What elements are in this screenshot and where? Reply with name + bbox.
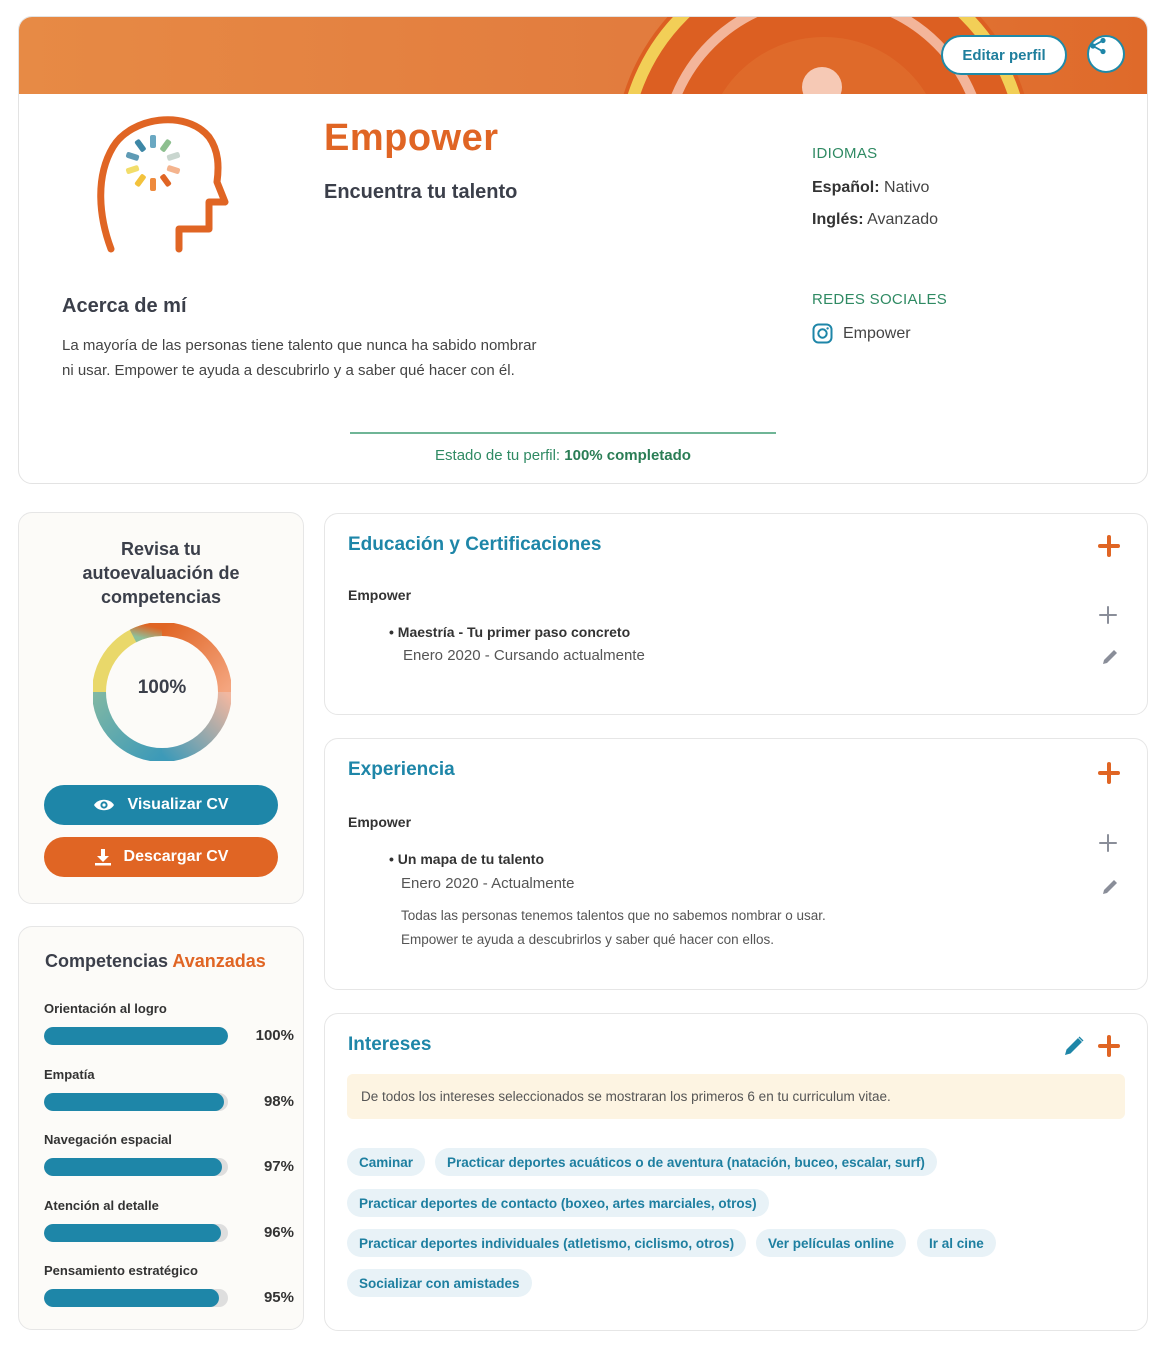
competency-bar bbox=[44, 1093, 228, 1111]
language-level: Avanzado bbox=[867, 211, 938, 228]
competency-name: Empatía bbox=[44, 1066, 95, 1082]
education-entry-title: • Maestría - Tu primer paso concreto bbox=[389, 624, 631, 640]
interest-chip[interactable]: Caminar bbox=[347, 1148, 425, 1176]
interest-chip[interactable]: Practicar deportes acuáticos o de aventura (natación, buceo, escalar, surf) bbox=[435, 1148, 937, 1176]
competency-name: Orientación al logro bbox=[44, 1001, 167, 1016]
experience-title: Experiencia bbox=[348, 759, 455, 780]
competency-bar-fill bbox=[44, 1289, 219, 1307]
add-interest-button[interactable] bbox=[1097, 1034, 1121, 1058]
language-name: Inglés bbox=[812, 211, 859, 228]
competencies-title-main: Competencias bbox=[45, 951, 169, 971]
language-item: Español: Nativo bbox=[812, 179, 930, 196]
status-prefix: Estado de tu perfil: bbox=[435, 447, 561, 464]
profile-banner bbox=[19, 17, 1147, 94]
education-org: Empower bbox=[348, 587, 412, 603]
profile-status-bar bbox=[350, 432, 776, 434]
experience-desc-line: Empower te ayuda a descubrirlos y saber qué hacer con ellos. bbox=[401, 932, 774, 947]
language-item: Inglés: Avanzado bbox=[812, 211, 938, 228]
self-assessment-title: Revisa tu autoevaluación de competencias bbox=[82, 539, 240, 607]
assessment-percent: 100% bbox=[137, 677, 187, 698]
profile-status bbox=[350, 447, 776, 464]
self-assessment-card bbox=[18, 512, 304, 904]
competency-row bbox=[44, 1263, 294, 1306]
interests-title: Intereses bbox=[348, 1034, 432, 1055]
social-label: Empower bbox=[843, 324, 911, 342]
instagram-icon bbox=[812, 323, 833, 344]
share-button[interactable] bbox=[1087, 35, 1125, 73]
empower-logo bbox=[91, 107, 231, 257]
competency-row bbox=[44, 1066, 294, 1110]
competencies-card bbox=[18, 926, 304, 1330]
competency-bar-fill bbox=[44, 1027, 228, 1045]
interest-chip[interactable]: Practicar deportes de contacto (boxeo, artes marciales, otros) bbox=[347, 1189, 769, 1217]
competency-name: Navegación espacial bbox=[44, 1132, 172, 1147]
add-education-button[interactable] bbox=[1097, 534, 1121, 558]
experience-entry-title: • Un mapa de tu talento bbox=[389, 851, 545, 867]
experience-desc-line: Todas las personas tenemos talentos que no sabemos nombrar o usar. bbox=[401, 908, 826, 923]
competency-row bbox=[44, 1001, 294, 1044]
interest-chip[interactable]: Ver películas online bbox=[756, 1229, 906, 1257]
competency-bar bbox=[44, 1289, 228, 1307]
competency-bar bbox=[44, 1027, 228, 1045]
interest-chip[interactable]: Practicar deportes individuales (atletismo, ciclismo, otros) bbox=[347, 1229, 746, 1257]
experience-entry-date: Enero 2020 - Actualmente bbox=[401, 875, 575, 892]
add-experience-entry-button[interactable] bbox=[1098, 833, 1118, 853]
competency-percent: 96% bbox=[263, 1223, 294, 1241]
download-cv-button[interactable] bbox=[44, 837, 278, 877]
edit-experience-pencil-icon[interactable] bbox=[1100, 877, 1120, 897]
about-text: La mayoría de las personas tiene talento que nunca ha sabido nombrar ni usar. Empower te ayuda a descubrirlo y a saber qué hacer con él. bbox=[62, 337, 537, 379]
competency-row bbox=[44, 1132, 294, 1175]
eye-icon bbox=[93, 798, 115, 812]
add-experience-button[interactable] bbox=[1097, 761, 1121, 785]
competency-bar-fill bbox=[44, 1224, 221, 1242]
profile-card bbox=[18, 16, 1148, 484]
education-title: Educación y Certificaciones bbox=[348, 534, 602, 555]
experience-org: Empower bbox=[348, 814, 412, 830]
brand-tagline: Encuentra tu talento bbox=[324, 181, 518, 203]
competencies-title bbox=[45, 951, 266, 972]
competency-bar bbox=[44, 1224, 228, 1242]
competency-row bbox=[44, 1197, 294, 1241]
edit-interests-pencil-icon[interactable] bbox=[1062, 1034, 1086, 1058]
interest-chip[interactable]: Socializar con amistades bbox=[347, 1269, 532, 1297]
edit-profile-button[interactable]: Editar perfil bbox=[941, 35, 1067, 75]
competency-percent: 100% bbox=[255, 1027, 294, 1044]
view-cv-label: Visualizar CV bbox=[127, 796, 229, 813]
competency-percent: 95% bbox=[263, 1289, 294, 1306]
status-value: 100% completado bbox=[564, 447, 691, 464]
competency-bar bbox=[44, 1158, 228, 1176]
competency-name: Atención al detalle bbox=[44, 1197, 159, 1213]
competency-percent: 98% bbox=[263, 1092, 294, 1110]
experience-entry-description bbox=[401, 904, 921, 952]
share-icon bbox=[1089, 37, 1107, 55]
add-education-entry-button[interactable] bbox=[1098, 605, 1118, 625]
competency-bar-fill bbox=[44, 1093, 224, 1111]
brand-name: Empower bbox=[324, 117, 499, 159]
languages-heading: IDIOMAS bbox=[812, 145, 878, 162]
competency-name: Pensamiento estratégico bbox=[44, 1263, 198, 1278]
competency-bar-fill bbox=[44, 1158, 222, 1176]
download-icon bbox=[94, 848, 112, 866]
language-level: Nativo bbox=[884, 179, 930, 196]
experience-card bbox=[324, 738, 1148, 990]
interests-card bbox=[324, 1013, 1148, 1331]
edit-education-pencil-icon[interactable] bbox=[1100, 647, 1120, 667]
view-cv-button[interactable] bbox=[44, 785, 278, 825]
competencies-title-highlight: Avanzadas bbox=[172, 951, 266, 971]
interest-chip[interactable]: Ir al cine bbox=[917, 1229, 996, 1257]
social-link-instagram[interactable] bbox=[812, 323, 911, 344]
education-entry-date: Enero 2020 - Cursando actualmente bbox=[403, 647, 645, 664]
about-title: Acerca de mí bbox=[62, 295, 187, 317]
education-card bbox=[324, 513, 1148, 715]
competency-percent: 97% bbox=[263, 1158, 294, 1175]
download-cv-label: Descargar CV bbox=[123, 848, 229, 865]
interests-notice: De todos los intereses seleccionados se mostraran los primeros 6 en tu curriculum vitae. bbox=[347, 1074, 1125, 1119]
social-heading: REDES SOCIALES bbox=[812, 291, 948, 308]
language-name: Español bbox=[812, 179, 875, 196]
